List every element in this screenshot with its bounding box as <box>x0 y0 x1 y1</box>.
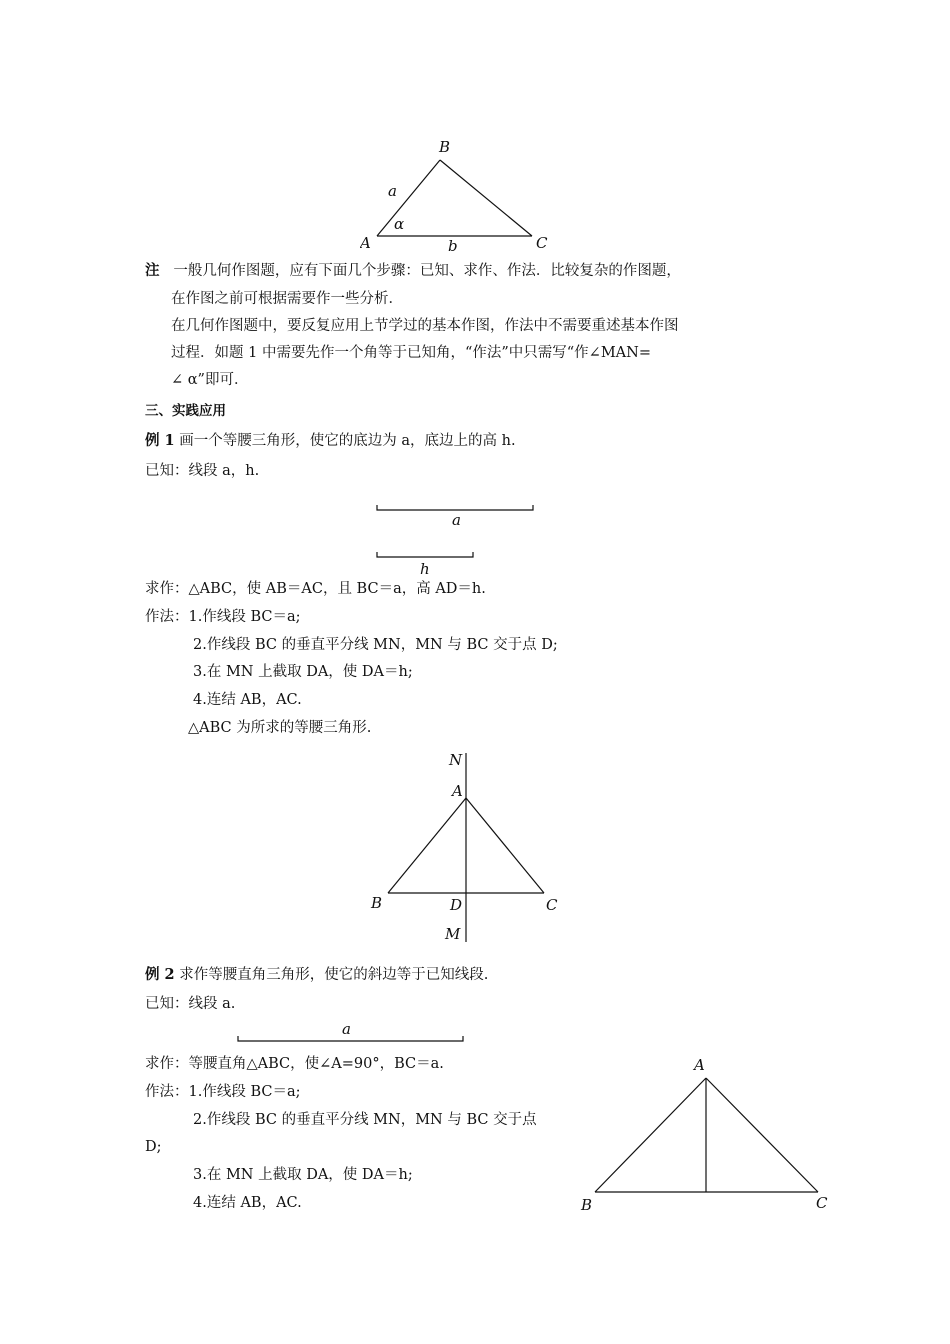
label-b: B <box>581 1196 593 1214</box>
label-b: B <box>371 894 383 912</box>
ex1-conclusion: △ABC 为所求的等腰三角形. <box>188 720 372 736</box>
label-c: C <box>816 1194 828 1212</box>
segment-a-ex2 <box>230 1018 470 1048</box>
label-n: N <box>449 751 463 769</box>
ex1-step-3: 3.在 MN 上截取 DA，使 DA＝h; <box>193 664 413 680</box>
label-b: B <box>439 138 451 156</box>
ex2-known: 已知：线段 a. <box>145 996 236 1012</box>
ex1-find: 求作：△ABC，使 AB＝AC，且 BC＝a，高 AD＝h. <box>145 581 486 597</box>
ex2-step-2-cont: D; <box>145 1139 162 1155</box>
ex2-label: 例 2 <box>145 966 175 983</box>
ex2-step-3: 3.在 MN 上截取 DA，使 DA＝h; <box>193 1167 413 1183</box>
ex1-text: 画一个等腰三角形，使它的底边为 a，底边上的高 h. <box>179 433 516 449</box>
ex2-find: 求作：等腰直角△ABC，使∠A=90°，BC＝a. <box>145 1056 444 1072</box>
ex2-line <box>145 966 488 984</box>
label-d: D <box>450 896 463 914</box>
note-label: 注 <box>145 262 160 279</box>
label-a: A <box>452 782 463 800</box>
ex1-known: 已知：线段 a，h. <box>145 463 260 479</box>
ex2-step-2: 2.作线段 BC 的垂直平分线 MN，MN 与 BC 交于点 <box>193 1112 537 1128</box>
label-a: A <box>360 234 371 252</box>
ex1-step-4: 4.连结 AB，AC. <box>193 692 302 708</box>
label-m: M <box>445 925 461 943</box>
label-side-a: a <box>388 182 397 200</box>
ex1-step-2: 2.作线段 BC 的垂直平分线 MN，MN 与 BC 交于点 D; <box>193 637 558 653</box>
note-line-5: ∠ α”即可． <box>171 372 249 388</box>
side-ac <box>466 798 544 893</box>
ex2-step-4: 4.连结 AB，AC. <box>193 1195 302 1211</box>
segment-h <box>377 552 473 557</box>
note-line-2: 在作图之前可根据需要作一些分析． <box>171 291 403 307</box>
section-title: 三、实践应用 <box>145 403 226 419</box>
side-ab <box>388 798 466 893</box>
label-c: C <box>536 234 548 252</box>
segment-a-label: a <box>342 1020 351 1038</box>
note-text-1: 一般几何作图题，应有下面几个步骤：已知、求作、作法．比较复杂的作图题， <box>173 263 681 279</box>
triangle-figure-2 <box>360 745 570 945</box>
side-bc <box>440 160 532 236</box>
ex1-step-1: 作法：1.作线段 BC＝a; <box>145 609 301 625</box>
side-ab <box>377 160 440 236</box>
triangle-figure-1 <box>360 130 560 255</box>
segment-a-label: a <box>452 511 461 529</box>
segment-a <box>377 505 533 510</box>
label-alpha: α <box>394 215 405 233</box>
note-line-4: 过程．如题 1 中需要先作一个角等于已知角，“作法”中只需写“作∠MAN= <box>171 345 651 361</box>
side-ac <box>706 1078 818 1192</box>
ex1-label: 例 1 <box>145 432 175 449</box>
ex2-step-1: 作法：1.作线段 BC＝a; <box>145 1084 301 1100</box>
ex2-text: 求作等腰直角三角形，使它的斜边等于已知线段. <box>179 967 489 983</box>
ex1-line <box>145 432 516 450</box>
label-side-b: b <box>448 237 458 255</box>
triangle-figure-3 <box>575 1050 840 1220</box>
segments-a-h <box>370 496 540 578</box>
label-c: C <box>546 896 558 914</box>
side-ab <box>595 1078 706 1192</box>
note-line-3: 在几何作图题中，要反复应用上节学过的基本作图，作法中不需要重述基本作图 <box>171 318 679 334</box>
segment-h-label: h <box>420 560 430 578</box>
label-a: A <box>694 1056 705 1074</box>
note-line-1 <box>145 262 681 280</box>
